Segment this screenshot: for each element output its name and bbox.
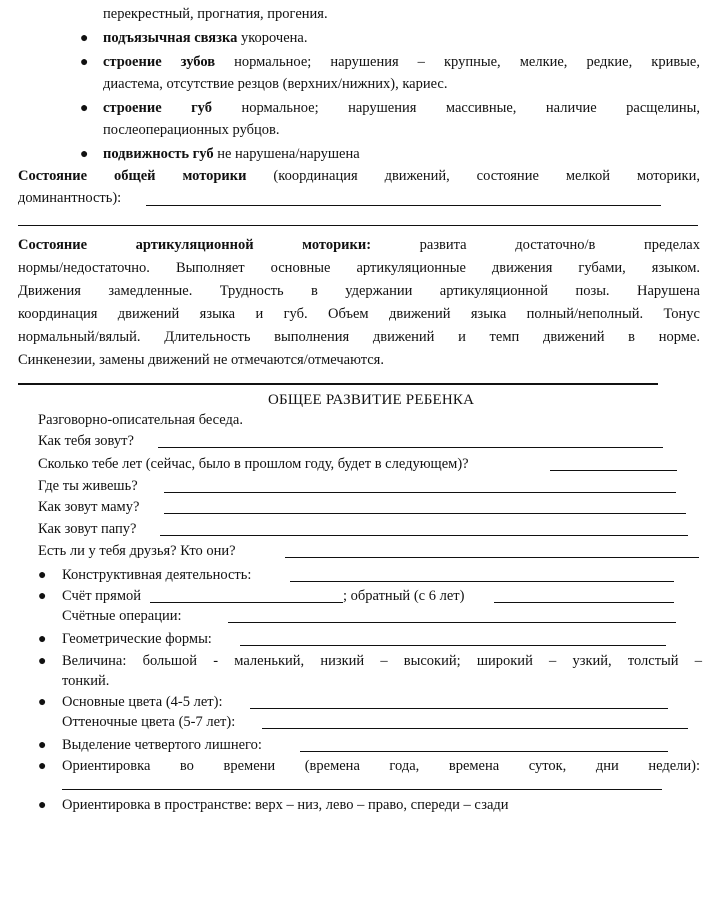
motor-cont: доминантность): <box>18 190 122 206</box>
list-item-lips-cont: послеоперационных рубцов. <box>103 122 280 138</box>
answer-line[interactable] <box>250 708 668 709</box>
answer-line[interactable] <box>164 492 676 493</box>
articulation-text: Движения замедленные. Трудность в удержании артикуляционной позы. Нарушена <box>18 283 700 299</box>
question-mother: Как зовут маму? <box>38 499 140 515</box>
bullet-icon: ● <box>38 798 47 813</box>
item-size: Величина: большой - маленький, низкий – высокий; широкий – узкий, толстый – <box>62 653 702 669</box>
answer-line[interactable] <box>62 789 662 790</box>
item-space: Ориентировка в пространстве: верх – низ, лево – право, спереди – сзади <box>62 797 509 813</box>
item-count-direct: Счёт прямой <box>62 588 142 604</box>
bullet-icon: ● <box>80 101 89 116</box>
question-friends: Есть ли у тебя друзья? Кто они? <box>38 543 236 559</box>
answer-line[interactable] <box>550 470 677 471</box>
section-divider <box>18 383 658 385</box>
conversation-intro: Разговорно-описательная беседа. <box>38 412 243 428</box>
answer-line[interactable] <box>262 728 688 729</box>
list-text-cont: перекрестный, прогнатия, прогения. <box>103 6 328 22</box>
answer-line[interactable] <box>158 447 663 448</box>
list-item-lips: строение губ нормальное; нарушения массивные, наличие расщелины, <box>103 100 700 116</box>
bullet-icon: ● <box>38 654 47 669</box>
motor-heading: Состояние общей моторики (координация движений, состояние мелкой моторики, <box>18 168 700 184</box>
answer-line[interactable] <box>160 535 688 536</box>
list-item-teeth-cont: диастема, отсутствие резцов (верхних/нижних), кариес. <box>103 76 448 92</box>
answer-line[interactable] <box>150 602 343 603</box>
answer-line[interactable] <box>285 557 699 558</box>
answer-line[interactable] <box>300 751 668 752</box>
item-shapes: Геометрические формы: <box>62 631 212 647</box>
bullet-icon: ● <box>80 147 89 162</box>
articulation-text: нормы/недостаточно. Выполняет основные артикуляционные движения губами, языком. <box>18 260 700 276</box>
articulation-text: координация движений языка и губ. Объем движений языка полный/неполный. Тонус <box>18 306 700 322</box>
bullet-icon: ● <box>38 695 47 710</box>
answer-line[interactable] <box>228 622 676 623</box>
item-constructive: Конструктивная деятельность: <box>62 567 252 583</box>
item-shades: Оттеночные цвета (5-7 лет): <box>62 714 236 730</box>
answer-line[interactable] <box>146 205 661 206</box>
articulation-heading: Состояние артикуляционной моторики: развита достаточно/в пределах <box>18 237 700 253</box>
bullet-icon: ● <box>38 568 47 583</box>
bullet-icon: ● <box>38 759 47 774</box>
bullet-icon: ● <box>38 589 47 604</box>
bullet-icon: ● <box>38 738 47 753</box>
question-age: Сколько тебе лет (сейчас, было в прошлом году, будет в следующем)? <box>38 456 469 472</box>
question-name: Как тебя зовут? <box>38 433 134 449</box>
list-item-teeth: строение зубов нормальное; нарушения – крупные, мелкие, редкие, кривые, <box>103 54 700 70</box>
answer-line[interactable] <box>494 602 674 603</box>
answer-line[interactable] <box>240 645 666 646</box>
articulation-text: нормальный/вялый. Длительность выполнения движений и темп движений в норме. <box>18 329 700 345</box>
answer-line[interactable] <box>290 581 674 582</box>
answer-line[interactable] <box>164 513 686 514</box>
item-colors: Основные цвета (4-5 лет): <box>62 694 223 710</box>
item-odd: Выделение четвертого лишнего: <box>62 737 262 753</box>
section-title: ОБЩЕЕ РАЗВИТИЕ РЕБЕНКА <box>268 392 475 408</box>
question-father: Как зовут папу? <box>38 521 137 537</box>
list-item-lip-mobility: подвижность губ не нарушена/нарушена <box>103 146 360 162</box>
item-count-reverse: ; обратный (с 6 лет) <box>343 588 465 604</box>
item-size-cont: тонкий. <box>62 673 110 689</box>
bullet-icon: ● <box>38 632 47 647</box>
articulation-text: Синкенезии, замены движений не отмечаются/отмечаются. <box>18 352 384 368</box>
item-operations: Счётные операции: <box>62 608 182 624</box>
list-item-frenulum: подъязычная связка укорочена. <box>103 30 308 46</box>
question-address: Где ты живешь? <box>38 478 138 494</box>
answer-line[interactable] <box>18 225 698 226</box>
bullet-icon: ● <box>80 55 89 70</box>
item-time: Ориентировка во времени (времена года, времена суток, дни недели): <box>62 758 700 774</box>
bullet-icon: ● <box>80 31 89 46</box>
